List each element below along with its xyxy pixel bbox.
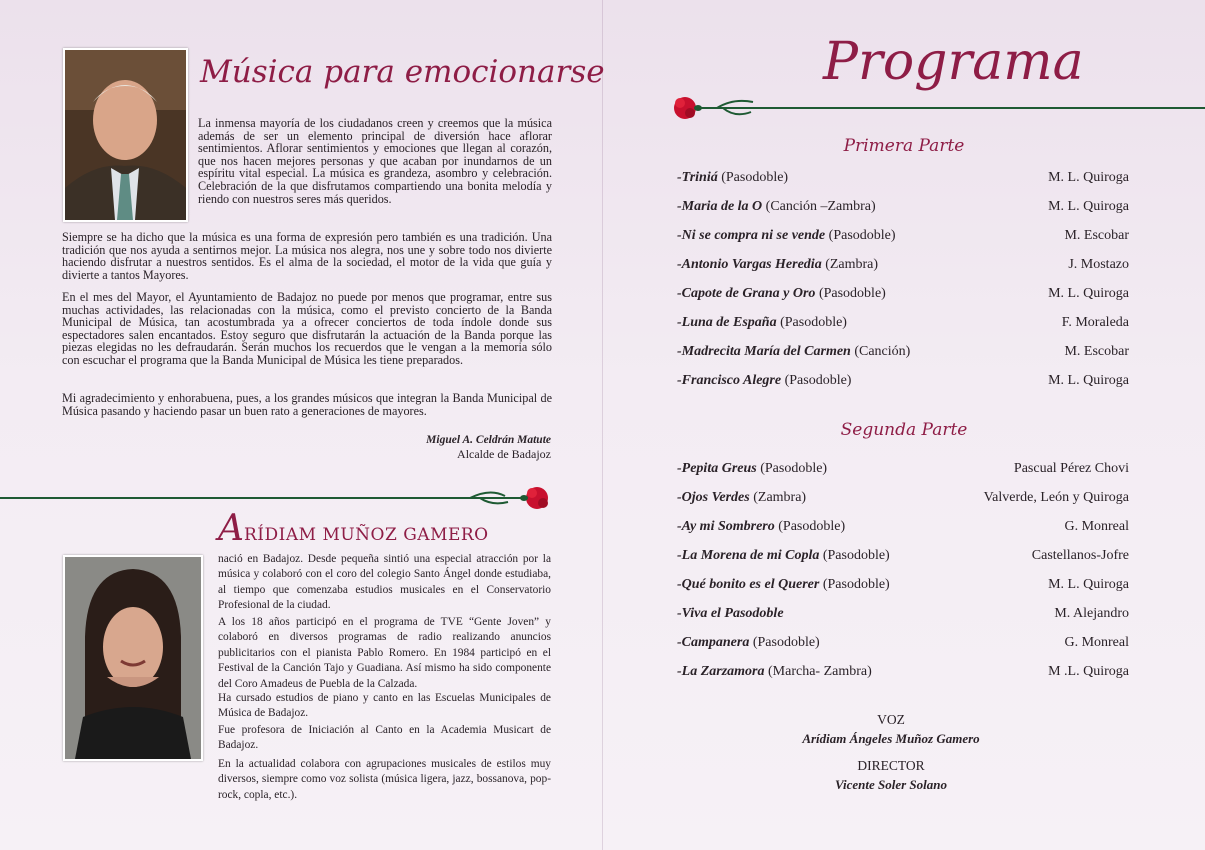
- program-row: [677, 635, 1129, 653]
- composer: M. L. Quiroga: [1048, 170, 1129, 185]
- piece-title: -Maria de la O: [677, 199, 763, 214]
- composer: J. Mostazo: [1068, 257, 1129, 272]
- composer: M. Escobar: [1064, 344, 1129, 359]
- composer: M .L. Quiroga: [1048, 664, 1129, 679]
- piece-genre: (Pasodoble): [815, 286, 886, 301]
- piece-title: -Viva el Pasodoble: [677, 606, 784, 621]
- piece-title: -La Zarzamora: [677, 664, 765, 679]
- program-row: [677, 199, 1129, 217]
- piece-cell: [677, 286, 886, 302]
- piece-cell: [677, 228, 896, 244]
- program-row: [677, 548, 1129, 566]
- piece-cell: [677, 257, 878, 273]
- piece-title: -Pepita Greus: [677, 461, 757, 476]
- program-row: [677, 170, 1129, 188]
- piece-cell: [677, 315, 847, 331]
- piece-title: -Capote de Grana y Oro: [677, 286, 816, 301]
- piece-genre: (Canción): [850, 344, 911, 359]
- signature-role: Alcalde de Badajoz: [457, 447, 551, 461]
- program-row: [677, 577, 1129, 595]
- bio-paragraph: En la actualidad colabora con agrupaciones musicales de estilos muy diversos, siempre como voz solista (música ligera, jazz, bossanova, pop-rock, copla, etc.).: [218, 758, 551, 801]
- piece-genre: (Canción –Zambra): [762, 199, 876, 214]
- piece-title: -La Morena de mi Copla: [677, 548, 820, 563]
- carnation-divider: [671, 92, 1205, 126]
- composer: M. L. Quiroga: [1048, 577, 1129, 592]
- bio-paragraph: A los 18 años participó en el programa de TVE “Gente Joven” y colaboró en diversos programas de radio realizando anuncios publicitarios con el pianista Pablo Romero. En 1984 participó en el Festival de la Canción Tajo y Guadiana. Así mismo ha sido componente del Coro Amadeus de Puebla de la Calzada.: [218, 616, 551, 690]
- piece-title: -Luna de España: [677, 315, 777, 330]
- piece-title: -Francisco Alegre: [677, 373, 782, 388]
- composer: M. Escobar: [1064, 228, 1129, 243]
- program-row: [677, 664, 1129, 682]
- intro-paragraph: La inmensa mayoría de los ciudadanos creen y creemos que la música además de ser un elemento principal de diversión hace aflorar sentimientos. Aflorar sentimientos y emociones que llegan al corazón, que nos hacen mejores personas y que acaban por inundarnos de un espíritu vital especial. La música es grandeza, asombro y celebración. Celebración de la que disfrutamos compartiendo una bonita melodía y riendo con nuestros seres más queridos.: [198, 116, 552, 206]
- piece-cell: [677, 344, 910, 360]
- credit-role-voice: VOZ: [877, 712, 905, 727]
- program-row: [677, 373, 1129, 391]
- piece-cell: [677, 170, 788, 186]
- bio-paragraph: Ha cursado estudios de piano y canto en las Escuelas Municipales de Música de Badajoz.: [218, 692, 551, 720]
- piece-cell: [677, 635, 820, 651]
- credit-role-director: DIRECTOR: [857, 758, 925, 773]
- body-paragraph: En el mes del Mayor, el Ayuntamiento de Badajoz no puede por menos que programar, entre sus muchas actividades, las relacionadas con la música, como el previsto concierto de la Banda Municipal de Música, tan acostumbrada ya a ofrecer conciertos de toda índole donde sus espectadores salen encantados. Estoy seguro que disfrutarán la actuación de la Banda porque las piezas elegidas no les defraudarán. Serán muchos los recuerdos que le vengan a la memoria sólo con escuchar el programa que la Banda Municipal de Música les tiene preparados.: [62, 290, 552, 367]
- piece-cell: [677, 664, 872, 680]
- piece-title: -Madrecita María del Carmen: [677, 344, 851, 359]
- program-row: [677, 461, 1129, 479]
- signature-name: Miguel A. Celdrán Matute: [426, 434, 551, 446]
- composer: Castellanos-Jofre: [1031, 548, 1129, 563]
- composer: F. Moraleda: [1061, 315, 1129, 330]
- program-row: [677, 519, 1129, 537]
- piece-title: -Campanera: [677, 635, 750, 650]
- piece-genre: (Zambra): [749, 490, 807, 505]
- piece-genre: (Pasodoble): [749, 635, 820, 650]
- piece-genre: (Pasodoble): [776, 315, 847, 330]
- body-paragraph: Mi agradecimiento y enhorabuena, pues, a los grandes músicos que integran la Banda Municipal de Música pasando y haciendo pasar un buen rato a generaciones de mayores.: [62, 391, 552, 418]
- credit-name-voice: Arídiam Ángeles Muñoz Gamero: [802, 731, 980, 746]
- bio-heading-rest: RÍDIAM MUÑOZ GAMERO: [244, 525, 489, 545]
- piece-title: -Qué bonito es el Querer: [677, 577, 820, 592]
- bio-paragraph: nació en Badajoz. Desde pequeña sintió una especial atracción por la música y colaboró con el coro del colegio Santo Ángel donde estudiaba, al tiempo que comenzaba estudios musicales en el Conservatorio Profesional de la ciudad.: [218, 553, 551, 612]
- piece-genre: (Pasodoble): [781, 373, 852, 388]
- program-row: [677, 228, 1129, 246]
- composer: G. Monreal: [1064, 635, 1129, 650]
- right-page: [603, 0, 1205, 850]
- composer: M. L. Quiroga: [1048, 286, 1129, 301]
- piece-title: -Antonio Vargas Heredia: [677, 257, 822, 272]
- program-row: [677, 286, 1129, 304]
- bio-heading: [218, 508, 489, 549]
- music-title: Música para emocionarse: [200, 54, 605, 90]
- piece-cell: [677, 461, 827, 477]
- part-title-first: Primera Parte: [843, 136, 965, 156]
- piece-cell: [677, 519, 845, 535]
- singer-photo: [63, 555, 203, 761]
- composer: M. Alejandro: [1054, 606, 1129, 621]
- bio-heading-initial: A: [218, 508, 244, 549]
- composer: G. Monreal: [1064, 519, 1129, 534]
- body-paragraph: Siempre se ha dicho que la música es una forma de expresión pero también es una tradición. Una tradición que nos ayuda a sentirnos mejor. La música nos alegra, nos une y sobre todo nos divierte haciendo disfrutar a nuestros sentidos. Es el alma de la sociedad, el motor de la vida que guía y divierte a tantos Mayores.: [62, 230, 552, 282]
- mayor-photo: [63, 48, 188, 222]
- piece-genre: (Pasodoble): [825, 228, 896, 243]
- piece-genre: (Marcha- Zambra): [764, 664, 872, 679]
- part-title-second: Segunda Parte: [840, 420, 968, 440]
- program-row: [677, 344, 1129, 362]
- piece-cell: [677, 548, 890, 564]
- piece-genre: (Pasodoble): [774, 519, 846, 534]
- program-row: [677, 257, 1129, 275]
- piece-genre: (Pasodoble): [819, 577, 890, 592]
- piece-title: -Ojos Verdes: [677, 490, 750, 505]
- program-row: [677, 606, 1129, 624]
- bio-paragraph: Fue profesora de Iniciación al Canto en la Academia Musicart de Badajoz.: [218, 724, 551, 752]
- piece-cell: [677, 577, 890, 593]
- piece-genre: (Pasodoble): [717, 170, 789, 185]
- piece-cell: [677, 490, 806, 506]
- composer: M. L. Quiroga: [1048, 199, 1129, 214]
- piece-cell: [677, 199, 876, 215]
- piece-genre: (Pasodoble): [819, 548, 890, 563]
- piece-genre: (Zambra): [821, 257, 879, 272]
- program-row: [677, 490, 1129, 508]
- piece-title: -Ay mi Sombrero: [677, 519, 775, 534]
- piece-genre: (Pasodoble): [756, 461, 828, 476]
- piece-title: -Triniá: [677, 170, 718, 185]
- piece-title: -Ni se compra ni se vende: [677, 228, 826, 243]
- program-row: [677, 315, 1129, 333]
- program-title: Programa: [823, 32, 1084, 92]
- composer: M. L. Quiroga: [1048, 373, 1129, 388]
- piece-cell: [677, 606, 784, 622]
- composer: Pascual Pérez Chovi: [1013, 461, 1129, 476]
- piece-cell: [677, 373, 851, 389]
- credit-name-director: Vicente Soler Solano: [835, 777, 947, 792]
- composer: Valverde, León y Quiroga: [983, 490, 1129, 505]
